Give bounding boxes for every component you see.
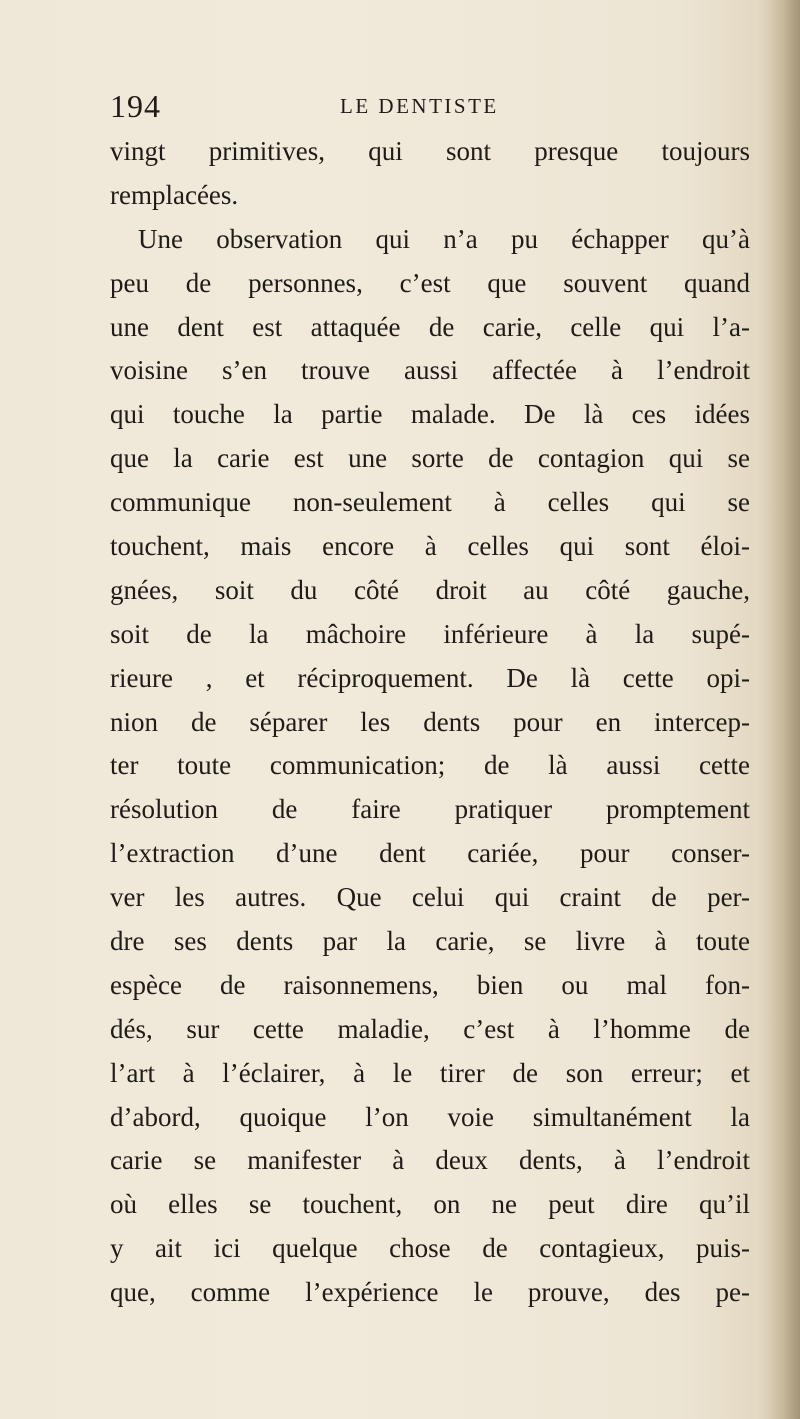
text-line: dés, sur cette maladie, c’est à l’homme de [110,1013,750,1044]
text-line: que, comme l’expérience le prouve, des pe- [110,1277,750,1308]
text-line: où elles se touchent, on ne peut dire qu’il [110,1189,750,1220]
text-line: résolution de faire pratiquer promptement [110,794,750,825]
page-number: 194 [110,88,161,124]
text-line: d’abord, quoique l’on voie simultanément la [110,1101,750,1132]
body-text [110,130,750,1315]
text-line: nion de séparer les dents pour en intercep- [110,706,750,737]
text-line: qui touche la partie malade. De là ces idées [110,399,750,430]
page-edge-shadow [758,0,800,1419]
page-header [110,88,750,128]
text-line: peu de personnes, c’est que souvent quand [110,267,750,298]
text-line: voisine s’en trouve aussi affectée à l’endroit [110,355,750,386]
text-line: remplacées. [110,179,239,210]
text-line: communique non-seulement à celles qui se [110,487,750,518]
text-line: carie se manifester à deux dents, à l’endroit [110,1145,750,1176]
text-line: touchent, mais encore à celles qui sont éloi- [110,531,750,562]
text-line: espèce de raisonnemens, bien ou mal fon- [110,969,750,1000]
text-line: y ait ici quelque chose de contagieux, puis- [110,1233,750,1264]
text-line: dre ses dents par la carie, se livre à toute [110,926,750,957]
text-line: rieure , et réciproquement. De là cette opi- [110,662,750,693]
text-line: vingt primitives, qui sont presque toujours [110,136,750,166]
text-line: que la carie est une sorte de contagion qui se [110,443,750,474]
running-title: LE DENTISTE [340,94,499,118]
text-line: une dent est attaquée de carie, celle qui l’a- [110,311,750,342]
text-line: soit de la mâchoire inférieure à la supé- [110,618,750,649]
text-line: l’extraction d’une dent cariée, pour conser- [110,838,750,869]
text-line: gnées, soit du côté droit au côté gauche, [110,574,750,605]
text-line: ver les autres. Que celui qui craint de per- [110,882,750,913]
text-line: Une observation qui n’a pu échapper qu’à [138,223,750,254]
text-line: ter toute communication; de là aussi cette [110,750,750,781]
text-line: l’art à l’éclairer, à le tirer de son erreur; et [110,1057,750,1088]
